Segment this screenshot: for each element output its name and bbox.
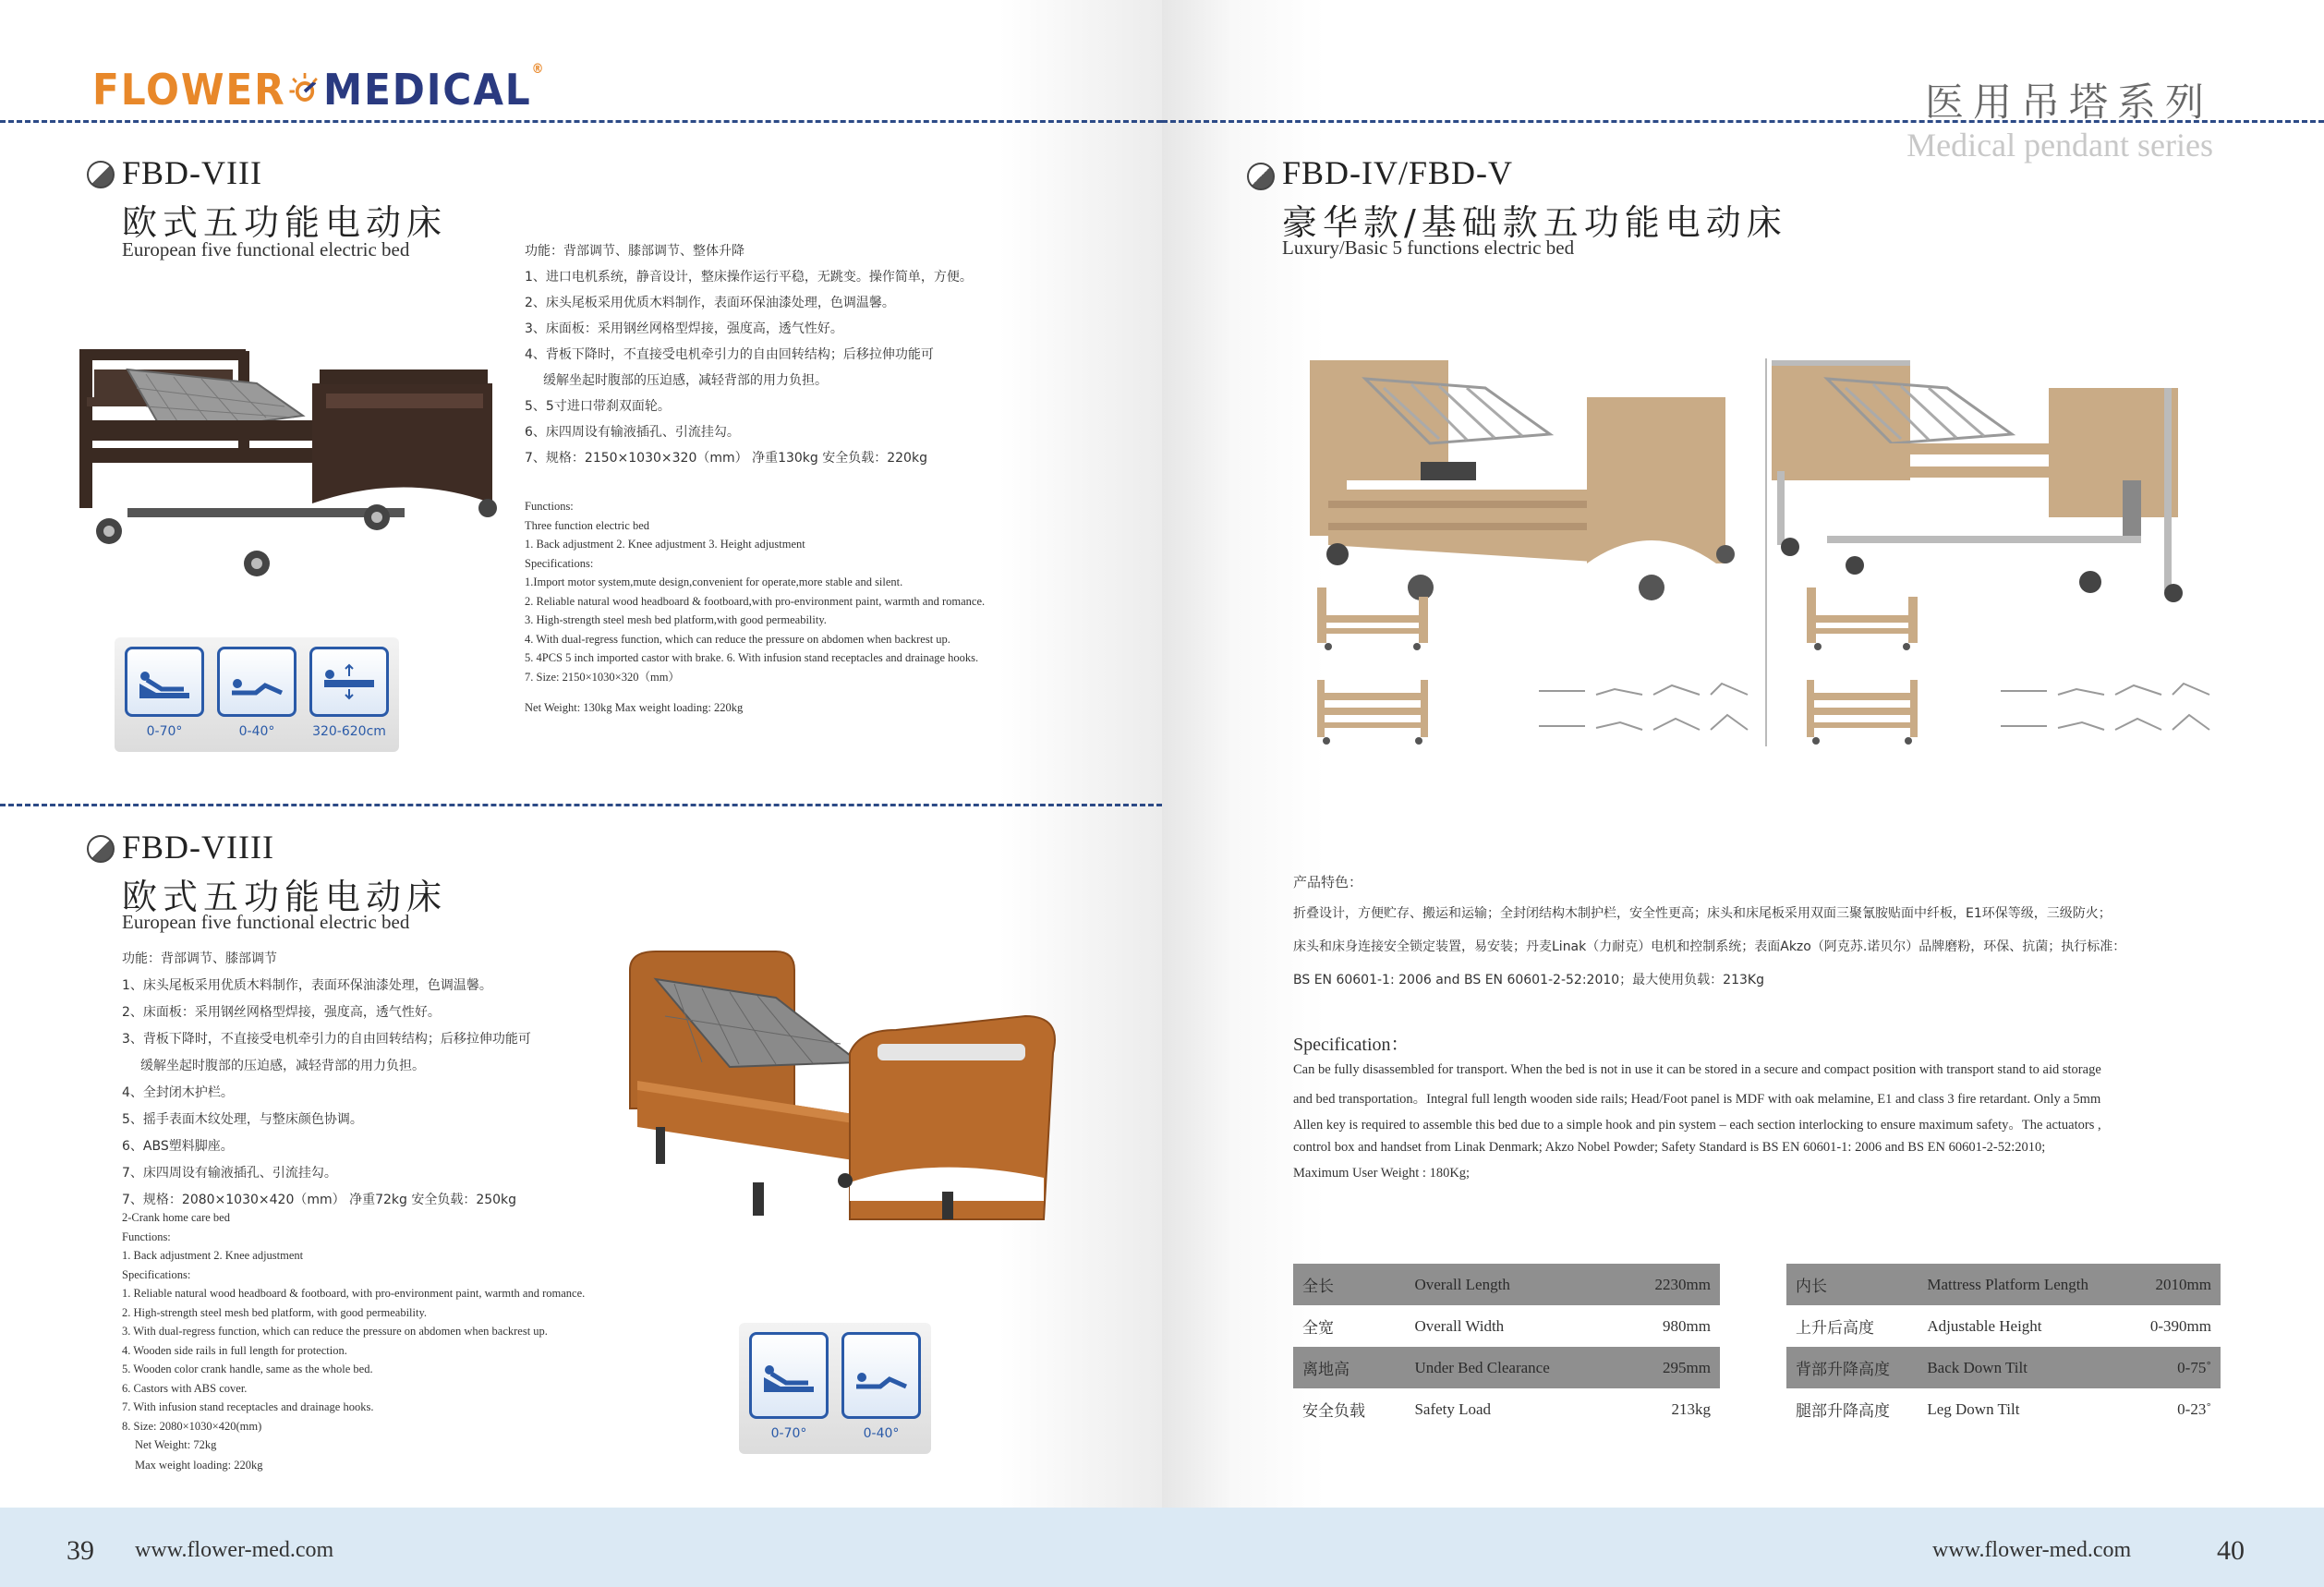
table-cell-en: Overall Width [1414, 1316, 1505, 1335]
table-cell-en: Leg Down Tilt [1927, 1399, 2020, 1418]
cn-spec-line: 功能：背部调节、膝部调节 [122, 951, 277, 966]
cn-spec-line: 7、床四周设有输液插孔、引流挂勾。 [122, 1166, 337, 1181]
features-title: 产品特色： [1293, 874, 1363, 890]
bed-photo-fbd-viiii [619, 942, 1062, 1229]
product-name-cn: 豪华款/基础款五功能电动床 [1282, 202, 1787, 243]
cn-spec-line: 4、全封闭木护栏。 [122, 1085, 234, 1100]
en-spec-line: 7. Size: 2150×1030×320（mm） [525, 670, 680, 684]
en-spec-list-viiii [122, 1208, 585, 1436]
en-spec-line: 1. Reliable natural wood headboard & footboard, with pro-environment paint, warmth and romance. [122, 1287, 586, 1300]
table-cell-en: Adjustable Height [1927, 1316, 2042, 1335]
table-cell-en: Under Bed Clearance [1405, 1347, 1617, 1388]
table-cell-value: 0-23˚ [2177, 1399, 2211, 1418]
en-spec-line: Specifications: [525, 556, 594, 570]
table-row [1293, 1264, 1720, 1305]
table-cell-en: Safety Load [1414, 1399, 1492, 1418]
en-spec-line: 1. Back adjustment 2. Knee adjustment 3. Height adjustment [525, 538, 805, 551]
cn-spec-list-viiii [122, 946, 531, 1214]
table-row [1786, 1388, 2221, 1430]
website-link-right[interactable]: www.flower-med.com [1932, 1538, 2132, 1562]
table-cell-value: 2010mm [2128, 1264, 2221, 1305]
table-row [1786, 1264, 2221, 1305]
en-spec-line: 5. Wooden color crank handle, same as the whole bed. [122, 1363, 373, 1375]
position-item [842, 1332, 920, 1441]
backrest-angle-icon [125, 647, 204, 717]
en-spec-line: 7. With infusion stand receptacles and drainage hooks. [122, 1400, 374, 1413]
position-icons-viii [115, 637, 399, 752]
position-icons-viiii [739, 1323, 931, 1454]
backrest-angle-icon [749, 1332, 829, 1419]
position-label: 0-70° [770, 1426, 807, 1441]
table-row [1786, 1347, 2221, 1388]
bed-photo-fbd-viii [72, 333, 497, 582]
position-item [126, 647, 203, 739]
header-divider [0, 120, 1162, 123]
cn-spec-line: 6、床四周设有输液插孔、引流挂勾。 [525, 425, 740, 440]
bed-thumbnail-rails [1317, 680, 1428, 745]
page-number-right: 40 [2217, 1535, 2245, 1566]
table-cell-en: Overall Length [1405, 1264, 1617, 1305]
sun-icon [287, 67, 321, 103]
product-name-cn: 欧式五功能电动床 [122, 202, 448, 243]
position-label: 0-40° [238, 724, 275, 739]
specification-line: and bed transportation。Integral full length wooden side rails; Head/Foot panel is MDF with oak melamine, E1 and class 3 fire retardant. Only a 5mm [1293, 1092, 2101, 1107]
logo-flower-text: FLOWER [92, 65, 286, 115]
table-row [1293, 1305, 1720, 1347]
page-number-left: 39 [67, 1535, 94, 1566]
cn-spec-line: 1、进口电机系统，静音设计，整床操作运行平稳，无跳变。操作简单，方便。 [525, 270, 973, 285]
table-cell-cn: 全长 [1293, 1264, 1405, 1305]
bed-thumbnail-rails [1807, 680, 1918, 745]
cn-spec-line: 2、床面板：采用钢丝网格型焊接，强度高，透气性好。 [122, 1005, 441, 1020]
section-marker-icon [87, 835, 115, 863]
en-spec-list-viii [525, 497, 985, 686]
cn-spec-line: 缓解坐起时腹部的压迫感，减轻背部的用力负担。 [543, 373, 828, 388]
cn-spec-line: 5、5寸进口带刹双面轮。 [525, 399, 671, 414]
specification-line: Can be fully disassembled for transport. When the bed is not in use it can be stored in a secure and compact position with transport stand to aid storage [1293, 1062, 2101, 1077]
bed-position-diagrams [1537, 682, 1749, 743]
knee-angle-icon [217, 647, 297, 717]
position-item [218, 647, 296, 739]
table-cell-value: 2230mm [1617, 1264, 1720, 1305]
cn-spec-line: 7、规格：2080×1030×420（mm） 净重72kg 安全负载：250kg [122, 1193, 517, 1207]
position-item [750, 1332, 828, 1441]
product-name-cn: 欧式五功能电动床 [122, 877, 448, 917]
position-label: 0-40° [863, 1426, 900, 1441]
footer-band-right [1162, 1508, 2324, 1587]
en-spec-line: 3. With dual-regress function, which can reduce the pressure on abdomen when backrest up. [122, 1325, 548, 1338]
cn-spec-line: 功能：背部调节、膝部调节、整体升降 [525, 244, 744, 259]
table-cell-value: 0-390mm [2149, 1316, 2211, 1335]
en-spec-line: 1.Import motor system,mute design,convenient for operate,more stable and silent. [525, 575, 903, 588]
table-cell-en: Mattress Platform Length [1918, 1264, 2127, 1305]
cn-spec-line: 2、床头尾板采用优质木料制作，表面环保油漆处理，色调温馨。 [525, 296, 895, 310]
brand-logo [92, 61, 546, 115]
bed-photo-fbd-iv [1310, 351, 1735, 610]
table-cell-cn: 背部升降高度 [1786, 1347, 1918, 1388]
en-spec-line: Functions: [525, 500, 574, 513]
bed-thumbnail-folded [1807, 588, 1918, 652]
spec-table-right [1786, 1264, 2221, 1430]
en-spec-line: 4. With dual-regress function, which can reduce the pressure on abdomen when backrest up. [525, 632, 950, 646]
cn-spec-line: 6、ABS塑料脚座。 [122, 1139, 234, 1154]
website-link-left[interactable]: www.flower-med.com [135, 1538, 334, 1562]
knee-angle-icon [841, 1332, 921, 1419]
product-name-en: European five functional electric bed [122, 911, 410, 933]
en-spec-line: Specifications: [122, 1267, 191, 1281]
product-name-en: European five functional electric bed [122, 238, 410, 260]
en-spec-line: 1. Back adjustment 2. Knee adjustment [122, 1249, 304, 1262]
registered-mark: ® [531, 61, 546, 77]
en-spec-line: 4. Wooden side rails in full length for protection. [122, 1343, 347, 1357]
model-title: FBD-IV/FBD-V [1282, 154, 1514, 191]
series-title-cn: 医用吊塔系列 [1924, 79, 2213, 125]
photo-divider [1765, 358, 1767, 746]
table-cell-value: 213kg [1671, 1399, 1711, 1418]
table-cell-value: 295mm [1617, 1347, 1720, 1388]
feature-line: 床头和床身连接安全锁定装置，易安装；丹麦Linak（力耐克）电机和控制系统；表面Akzo（阿克苏.诺贝尔）品牌磨粉，环保、抗菌；执行标准： [1293, 939, 2126, 954]
cn-spec-line: 5、摇手表面木纹处理，与整床颜色协调。 [122, 1112, 363, 1127]
table-cell-cn: 安全负载 [1302, 1402, 1365, 1421]
table-cell-value: 980mm [1663, 1316, 1711, 1335]
header-divider-right [1162, 120, 2324, 123]
right-page [1162, 0, 2324, 1587]
table-cell-cn: 全宽 [1302, 1319, 1334, 1338]
logo-medical-text: MEDICAL [323, 65, 532, 115]
feature-line: 折叠设计，方便贮存、搬运和运输；全封闭结构木制护栏，安全性更高；床头和床尾板采用双面三聚氰胺贴面中纤板，E1环保等级，三级防火； [1293, 906, 2112, 921]
en-spec-line: 3. High-strength steel mesh bed platform,with good permeability. [525, 613, 827, 626]
bed-thumbnail-folded [1317, 588, 1428, 652]
max-weight-viiii: Max weight loading: 220kg [135, 1459, 263, 1472]
table-cell-cn: 内长 [1786, 1264, 1918, 1305]
model-title: FBD-VIIII [122, 829, 274, 866]
table-cell-value: 0-75˚ [2128, 1347, 2221, 1388]
cn-spec-line: 1、床头尾板采用优质木料制作，表面环保油漆处理，色调温馨。 [122, 978, 492, 993]
cn-spec-line: 3、背板下降时，不直接受电机牵引力的自由回转结构；后移拉伸功能可 [122, 1032, 531, 1047]
en-spec-line: Functions: [122, 1230, 171, 1243]
cn-spec-line: 缓解坐起时腹部的压迫感，减轻背部的用力负担。 [140, 1059, 425, 1073]
table-row [1786, 1305, 2221, 1347]
cn-spec-list-viii [525, 238, 973, 471]
specification-line: Maximum User Weight : 180Kg; [1293, 1166, 1471, 1181]
en-spec-line: 5. 4PCS 5 inch imported castor with brake. 6. With infusion stand receptacles and drainage hooks. [525, 651, 979, 664]
en-spec-line: 2. High-strength steel mesh bed platform, with good permeability. [122, 1305, 428, 1319]
table-cell-en: Back Down Tilt [1918, 1347, 2127, 1388]
spec-table-left [1293, 1264, 1720, 1430]
en-spec-line: 2. Reliable natural wood headboard & footboard,with pro-environment paint, warmth and romance. [525, 594, 986, 608]
height-adjust-icon [309, 647, 389, 717]
cn-spec-line: 4、背板下降时，不直接受电机牵引力的自由回转结构；后移拉伸功能可 [525, 347, 934, 362]
series-title-en: Medical pendant series [1906, 127, 2213, 164]
cn-spec-line: 7、规格：2150×1030×320（mm） 净重130kg 安全负载：220kg [525, 451, 927, 466]
section-marker-icon [87, 161, 115, 188]
specification-line: Allen key is required to assemble this bed due to a simple hook and pin system – each section interlocking to ensure maximum safety。The actuators , [1293, 1118, 2101, 1133]
weight-line-viii: Net Weight: 130kg Max weight loading: 220kg [525, 701, 744, 714]
net-weight-viiii: Net Weight: 72kg [135, 1438, 217, 1451]
section-marker-icon [1247, 163, 1275, 190]
specification-title: Specification： [1293, 1035, 1410, 1055]
en-spec-line: 8. Size: 2080×1030×420(mm) [122, 1419, 262, 1433]
product-name-en: Luxury/Basic 5 functions electric bed [1282, 236, 1575, 259]
feature-line: BS EN 60601-1: 2006 and BS EN 60601-2-52:2010；最大使用负载：213Kg [1293, 973, 1764, 987]
bed-photo-fbd-v [1772, 351, 2197, 610]
bed-position-diagrams [1999, 682, 2211, 743]
section-divider [0, 804, 1162, 806]
table-row [1293, 1388, 1720, 1430]
table-cell-cn: 腿部升降高度 [1796, 1402, 1890, 1421]
en-spec-line: Three function electric bed [525, 518, 649, 532]
model-title: FBD-VIII [122, 154, 262, 191]
en-spec-line: 2-Crank home care bed [122, 1211, 230, 1224]
table-cell-cn: 上升后高度 [1796, 1319, 1874, 1338]
position-label: 0-70° [146, 724, 183, 739]
specification-line: control box and handset from Linak Denmark; Akzo Nobel Powder; Safety Standard is BS EN 60601-1: 2006 and BS EN 60601-2-52:2010; [1293, 1140, 2046, 1155]
en-spec-line: 6. Castors with ABS cover. [122, 1381, 248, 1395]
position-label: 320-620cm [312, 724, 386, 739]
position-item [310, 647, 388, 739]
table-cell-cn: 离地高 [1293, 1347, 1405, 1388]
cn-spec-line: 3、床面板：采用钢丝网格型焊接，强度高，透气性好。 [525, 321, 843, 336]
table-row [1293, 1347, 1720, 1388]
